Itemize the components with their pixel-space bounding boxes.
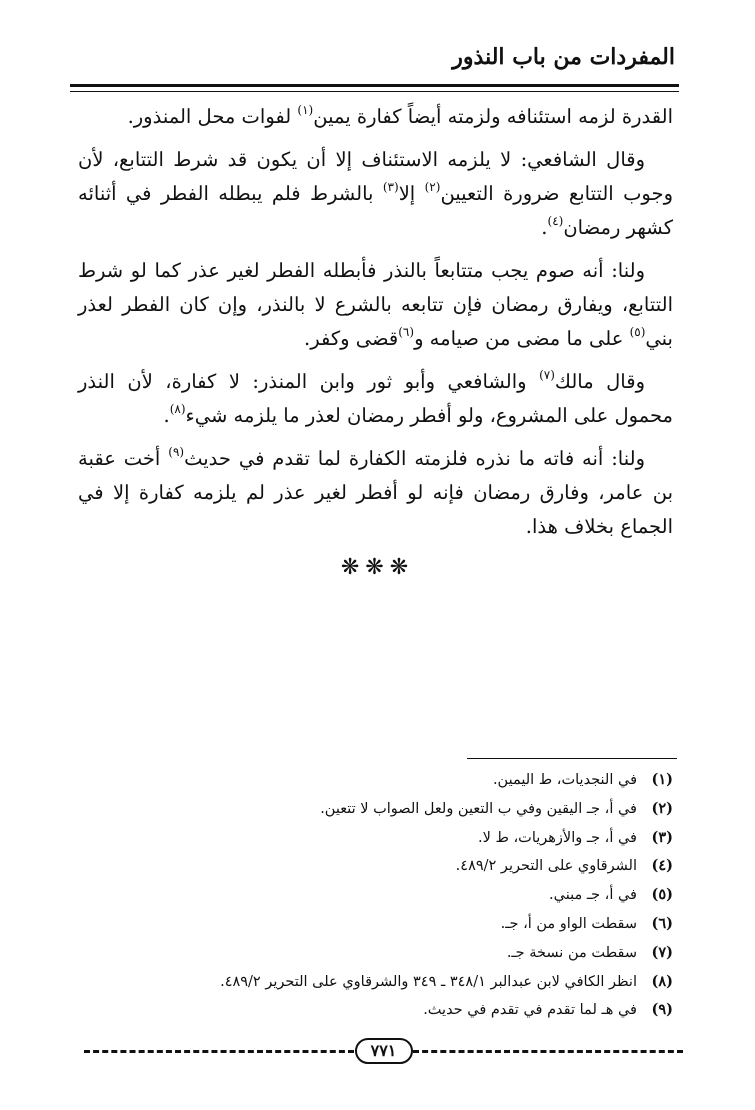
paragraph-5: ولنا: أنه فاته ما نذره فلزمته الكفارة لما تقدم في حديث$^{(٩)}$ أخت عقبة بن عامر، وفارق رمضان فإنه لو أفطر لغير عذر لم يلزمه كفارة إلا في الجماع بخلاف هذا.	[78, 445, 673, 538]
footnote-item	[80, 766, 673, 795]
footnote-item	[80, 795, 673, 824]
footnote-text: الشرقاوي على التحرير ٤٨٩/٢.	[455, 858, 637, 875]
footnote-number: (٩)	[651, 1001, 673, 1019]
paragraph-4: وقال مالك$^{(٧)}$ والشافعي وأبو ثور وابن المنذر: لا كفارة، لأن النذر محمول على المشروع، ولو أفطر رمضان لعذر ما يلزمه شيء$^{(٨)}$.	[78, 368, 673, 427]
footnote-item	[80, 968, 673, 997]
footnote-ref-8: (٨)	[169, 402, 186, 416]
footnote-number: (٨)	[651, 972, 673, 990]
footnote-text: انظر الكافي لابن عبدالبر ٣٤٨/١ ـ ٣٤٩ والشرقاوي على التحرير ٤٨٩/٢.	[220, 973, 637, 990]
footnotes-list	[80, 766, 673, 1025]
footnote-ref-3: (٣)	[382, 180, 399, 194]
footnote-text: في النجديات، ط اليمين.	[492, 772, 637, 788]
footnote-text: في أ، جـ والأزهريات، ط لا.	[477, 829, 637, 846]
footnote-item	[80, 939, 673, 968]
footnote-item	[80, 824, 673, 853]
footnote-text: في أ، جـ اليقين وفي ب التعين ولعل الصواب لا تتعين.	[320, 800, 637, 817]
header-rule-thick	[70, 84, 679, 87]
footer-dashed-rule-right	[413, 1050, 683, 1053]
footnote-text: سقطت الواو من أ، جـ.	[500, 915, 637, 932]
paragraph-1: القدرة لزمه استئنافه ولزمته أيضاً كفارة يمين$^{(١)}$ لفوات محل المنذور.	[127, 103, 673, 128]
footnote-rule	[467, 758, 677, 759]
footnote-item	[80, 910, 673, 939]
running-head-title: المفردات من باب النذور	[452, 44, 675, 70]
page-number: ٧٧١	[355, 1038, 413, 1064]
footnote-ref-1: (١)	[297, 103, 314, 117]
footnote-number: (٤)	[651, 857, 673, 875]
footnote-ref-2: (٢)	[424, 180, 441, 194]
footnote-text: سقطت من نسخة جـ.	[506, 944, 637, 961]
footnote-text: في أ، جـ مبني.	[549, 887, 637, 904]
footer-dashed-rule-left	[84, 1050, 354, 1053]
footnote-ref-6: (٦)	[398, 325, 415, 339]
footnote-number: (٦)	[651, 914, 673, 932]
paragraph-2: وقال الشافعي: لا يلزمه الاستئناف إلا أن يكون قد شرط التتابع، لأن وجوب التتابع ضرورة التعيين$^{(٢)}$ إلا$^{(٣)}$ بالشرط فلم يبطله الفطر في أثنائه كشهر رمضان$^{(٤)}$.	[78, 148, 673, 239]
footnote-number: (٢)	[651, 799, 673, 817]
footnote-ref-9: (٩)	[168, 445, 185, 459]
footnote-number: (٥)	[651, 886, 673, 904]
footnote-item	[80, 881, 673, 910]
footnote-ref-5: (٥)	[629, 325, 646, 339]
footnote-ref-7: (٧)	[539, 368, 555, 382]
paragraph-3: ولنا: أنه صوم يجب متتابعاً بالنذر فأبطله الفطر لغير عذر كما لو شرط التتابع، ويفارق رمضان فإن تتابعه بالشرع لا بالنذر، وإن كان الفطر لعذر بني$^{(٥)}$ على ما مضى من صيامه و$^{(٦)}$قضى وكفر.	[78, 259, 673, 350]
footnote-number: (٣)	[651, 828, 673, 846]
footnote-text: في هـ لما تقدم في تقدم في حديث.	[423, 1002, 637, 1019]
footnote-number: (٧)	[651, 943, 673, 961]
page-footer	[84, 1038, 683, 1062]
main-text	[78, 100, 673, 553]
footnote-item	[80, 996, 673, 1025]
section-separator-stars: ❋❋❋	[340, 555, 415, 580]
footnote-number: (١)	[651, 771, 673, 788]
footnote-item	[80, 852, 673, 881]
footnote-ref-4: (٤)	[547, 214, 564, 228]
header-rule-thin	[70, 91, 679, 92]
